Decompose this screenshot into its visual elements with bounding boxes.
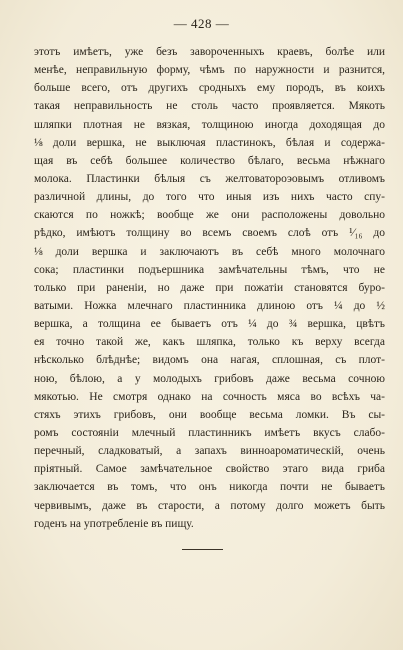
text-line: нѣсколько блѣднѣе; видомъ она нагая, сплошная, съ плот-	[34, 354, 385, 367]
text-line: перечный, сладковатый, а запахъ винноароматическій, очень	[34, 445, 385, 458]
text-line: скаются по ножкѣ; вообще же они расположены довольно	[34, 209, 385, 222]
text-line: пріятный. Самое замѣчательное свойство этаго вида гриба	[34, 463, 385, 476]
page-number: — 428 —	[173, 16, 230, 31]
text-line: ⅛ доли вершка и заключаютъ въ себѣ много молочнаго	[34, 245, 385, 258]
text-line: ною, бѣлою, а у молодыхъ грибовъ даже весьма сочною	[34, 372, 385, 385]
text-line: ея точно такой же, какъ шляпка, только къ верху всегда	[34, 336, 385, 349]
text-line: больше всего, отъ другихъ сродныхъ ему породъ, въ коихъ	[34, 82, 385, 95]
text-line: сока; пластинки подъершника замѣчательны тѣмъ, что не	[34, 263, 385, 276]
section-divider	[182, 549, 223, 550]
text-line: заключается въ томъ, что онъ никогда почти не бываетъ	[34, 481, 385, 494]
text-line-last: годенъ на употребленіе въ пищу.	[34, 517, 194, 530]
text-line: только при раненіи, но даже при пожатіи становятся буро-	[34, 281, 385, 294]
text-line: менѣе, неправильную форму, чѣмъ по наружности и разнится,	[34, 64, 385, 77]
text-line: щая въ себѣ большее количество бѣлаго, весьма нѣжнаго	[34, 154, 385, 167]
text-line: этотъ имѣетъ, уже безъ завороченныхъ краевъ, болѣе или	[34, 46, 385, 58]
text-line: шляпки плотная не вязкая, толщиною иногда доходящая до	[34, 118, 385, 131]
text-line: ромъ состояніи млечный пластинникъ имѣетъ вкусъ слабо-	[34, 426, 385, 439]
text-line: червивымъ, даже въ старости, а потому долго можетъ быть	[34, 499, 385, 512]
text-line: вершка, а толщина ее бываетъ отъ ¼ до ¾ вершка, цвѣтъ	[34, 318, 385, 331]
text-line: рѣдко, имѣютъ толщину во всемъ своемъ слоѣ отъ ¹⁄₁₆ до	[34, 227, 385, 240]
text-line: ⅛ доли вершка, не выключая пластинокъ, бѣлая и содержа-	[34, 136, 385, 149]
text-line: молока. Пластинки бѣлыя съ желтоватороэовымъ отливомъ	[34, 172, 385, 185]
text-line: ватыми. Ножка млечнаго пластинника длиною отъ ¼ до ½	[34, 299, 385, 312]
text-line: стяхъ этихъ грибовъ, они вообще весьма ломки. Въ сы-	[34, 408, 385, 421]
text-line: различной длины, до того что иныя изъ нихъ часто спу-	[34, 191, 385, 204]
text-line: мякотью. Не смотря однако на сочность мяса во всѣхъ ча-	[34, 390, 385, 403]
body-text	[34, 43, 385, 533]
text-line: такая неправильность не столь часто проявляется. Мякоть	[34, 100, 385, 113]
